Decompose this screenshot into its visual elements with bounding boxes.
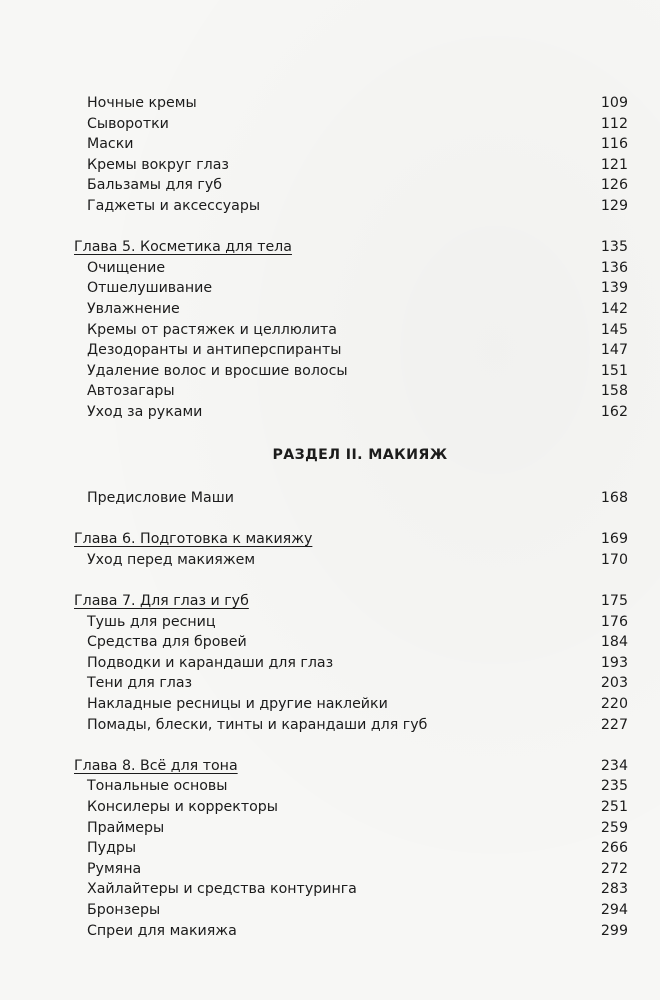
chapter-title: Глава 6. Подготовка к макияжу <box>74 531 313 548</box>
toc-entry <box>0 818 660 839</box>
entry-page: 235 <box>600 778 628 795</box>
chapter-page: 234 <box>600 757 628 774</box>
entry-title: Удаление волос и вросшие волосы <box>87 362 348 379</box>
entry-title: Бальзамы для губ <box>87 177 223 194</box>
toc-entry <box>0 879 660 900</box>
table-of-contents <box>0 93 660 941</box>
entry-title: Дезодоранты и антиперспиранты <box>87 342 342 359</box>
toc-chapter-6 <box>0 529 660 570</box>
entry-page: 272 <box>600 860 628 877</box>
toc-entry <box>0 340 660 361</box>
toc-entry <box>0 361 660 382</box>
entry-title: Увлажнение <box>87 300 180 317</box>
entry-page: 142 <box>600 300 628 317</box>
toc-entry <box>0 381 660 402</box>
entry-title: Гаджеты и аксессуары <box>87 197 261 214</box>
toc-entry <box>0 694 660 715</box>
toc-entry <box>0 921 660 942</box>
entry-page: 170 <box>600 551 628 568</box>
toc-group-continued <box>0 93 660 217</box>
chapter-heading <box>0 237 660 258</box>
toc-entry <box>0 258 660 279</box>
chapter-heading <box>0 591 660 612</box>
entry-title: Помады, блески, тинты и карандаши для губ <box>87 716 428 733</box>
toc-entry <box>0 550 660 571</box>
section-heading: РАЗДЕЛ II. МАКИЯЖ <box>272 446 448 463</box>
entry-page: 145 <box>600 321 628 338</box>
entry-page: 109 <box>600 95 628 111</box>
entry-page: 129 <box>600 197 628 214</box>
toc-entry <box>0 900 660 921</box>
toc-entry <box>0 673 660 694</box>
toc-chapter-8 <box>0 756 660 941</box>
toc-entry <box>0 776 660 797</box>
chapter-heading <box>0 756 660 777</box>
toc-entry <box>0 320 660 341</box>
entry-title: Бронзеры <box>87 901 161 918</box>
chapter-title: Глава 8. Всё для тона <box>74 757 238 774</box>
toc-entry <box>0 196 660 217</box>
toc-entry <box>0 299 660 320</box>
entry-title: Отшелушивание <box>87 280 213 297</box>
entry-title: Средства для бровей <box>87 634 247 651</box>
entry-page: 294 <box>600 901 628 918</box>
toc-entry <box>0 838 660 859</box>
toc-chapter-5 <box>0 237 660 422</box>
entry-page: 176 <box>600 613 628 630</box>
entry-title: Спреи для макияжа <box>87 922 237 939</box>
entry-title: Уход перед макияжем <box>87 551 256 568</box>
spacer <box>0 423 660 445</box>
entry-page: 139 <box>600 280 628 297</box>
entry-title: Праймеры <box>87 819 165 836</box>
entry-title: Румяна <box>87 860 142 877</box>
spacer <box>0 217 660 238</box>
entry-title: Накладные ресницы и другие наклейки <box>87 696 388 713</box>
toc-entry <box>0 859 660 880</box>
spacer <box>0 509 660 530</box>
entry-page: 151 <box>600 362 628 379</box>
entry-page: 162 <box>600 403 628 420</box>
toc-entry <box>0 402 660 423</box>
toc-entry <box>0 114 660 135</box>
toc-entry <box>0 612 660 633</box>
toc-entry <box>0 155 660 176</box>
entry-page: 126 <box>600 177 628 194</box>
entry-title: Пудры <box>87 840 137 857</box>
entry-page: 203 <box>600 675 628 692</box>
entry-title: Тональные основы <box>87 778 228 795</box>
entry-title: Подводки и карандаши для глаз <box>87 654 334 671</box>
entry-page: 259 <box>600 819 628 836</box>
entry-page: 283 <box>600 881 628 898</box>
chapter-page: 175 <box>600 593 628 610</box>
chapter-page: 135 <box>600 239 628 256</box>
entry-title: Консилеры и корректоры <box>87 799 279 815</box>
spacer <box>0 735 660 756</box>
entry-page: 158 <box>600 383 628 400</box>
entry-title: Тени для глаз <box>87 675 193 692</box>
toc-entry <box>0 175 660 196</box>
toc-entry <box>0 653 660 674</box>
entry-title: Очищение <box>87 259 166 276</box>
entry-title: Хайлайтеры и средства контуринга <box>87 881 357 898</box>
entry-title: Маски <box>87 136 134 153</box>
spacer <box>0 570 660 591</box>
entry-page: 184 <box>600 634 628 651</box>
entry-title: Уход за руками <box>87 403 203 420</box>
entry-page: 147 <box>600 342 628 359</box>
entry-page: 193 <box>600 654 628 671</box>
entry-page: 136 <box>600 259 628 276</box>
entry-title: Кремы вокруг глаз <box>87 156 229 173</box>
entry-page: 251 <box>600 799 628 815</box>
entry-page: 266 <box>600 840 628 857</box>
chapter-title: Глава 5. Косметика для тела <box>74 239 292 256</box>
entry-title: Предисловие Маши <box>87 490 234 507</box>
toc-entry <box>0 134 660 155</box>
chapter-heading <box>0 529 660 550</box>
toc-entry <box>0 715 660 736</box>
entry-title: Тушь для ресниц <box>87 613 216 630</box>
entry-title: Кремы от растяжек и целлюлита <box>87 321 338 338</box>
entry-page: 112 <box>600 115 628 132</box>
toc-entry <box>0 93 660 114</box>
toc-chapter-7 <box>0 591 660 735</box>
entry-page: 220 <box>600 696 628 713</box>
chapter-page: 169 <box>600 531 628 548</box>
entry-page: 116 <box>600 136 628 153</box>
entry-page: 168 <box>600 490 628 507</box>
entry-page: 299 <box>600 922 628 939</box>
toc-entry <box>0 278 660 299</box>
entry-title: Ночные кремы <box>87 95 197 111</box>
entry-title: Автозагары <box>87 383 175 400</box>
toc-entry <box>0 797 660 818</box>
chapter-title: Глава 7. Для глаз и губ <box>74 593 249 610</box>
spacer <box>0 465 660 488</box>
entry-page: 121 <box>600 156 628 173</box>
entry-title: Сыворотки <box>87 115 169 132</box>
toc-entry-preface <box>0 488 660 509</box>
entry-page: 227 <box>600 716 628 733</box>
toc-entry <box>0 632 660 653</box>
